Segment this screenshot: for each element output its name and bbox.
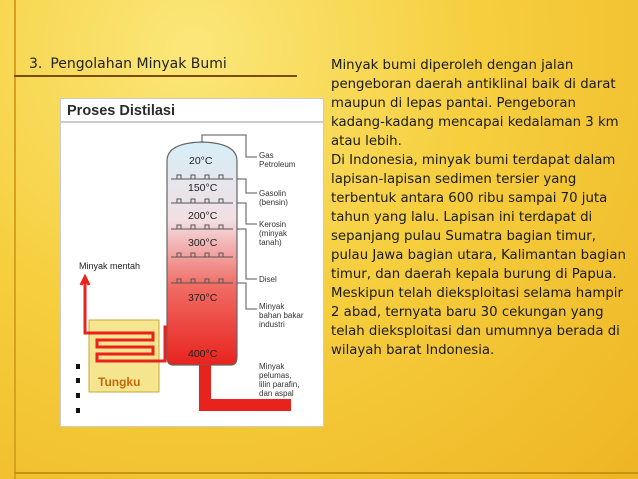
- product-industri-2: bahan bakar: [259, 311, 304, 320]
- distillation-diagram: [61, 99, 323, 426]
- temp-label-6: 400°C: [188, 348, 218, 360]
- section-heading: [29, 56, 227, 72]
- distillation-figure: [60, 98, 324, 427]
- heading-underline: [14, 75, 297, 77]
- product-industri-1: Minyak: [259, 302, 285, 311]
- burner-flames: [76, 364, 80, 413]
- product-diesel: Disel: [259, 275, 277, 284]
- product-kerosin-3: tanah): [259, 238, 282, 247]
- bottom-border-line: [14, 472, 638, 474]
- temp-label-3: 200°C: [188, 210, 218, 222]
- product-gas-2: Petroleum: [259, 160, 296, 169]
- figure-title: Proses Distilasi: [67, 103, 175, 119]
- input-label: Minyak mentah: [79, 261, 141, 271]
- heading-text: Pengolahan Minyak Bumi: [50, 56, 227, 72]
- product-industri-3: industri: [259, 320, 285, 329]
- crude-input-arrow: [81, 277, 89, 309]
- paragraph-2: Di Indonesia, minyak bumi terdapat dalam lapisan-lapisan sedimen tersier yang terbentuk antara 600 ribu sampai 70 juta tahun yang lalu. Lapisan ini terdapat di sepanjang pulau Sumatra bagian timur, pulau Jawa bagian utara, Kalimantan bagian timur, dan daerah kepala burung di Papua. Meskipun telah dieksploitasi selama hampir 2 abad, ternyata baru 30 cekungan yang telah dieksploitasi dan umumnya berada di wilayah barat Indonesia.: [331, 153, 626, 358]
- temp-label-5: 370°C: [188, 292, 218, 304]
- product-kerosin-1: Kerosin: [259, 220, 287, 229]
- product-gasolin-1: Gasolin: [259, 189, 287, 198]
- furnace-label: Tungku: [98, 375, 141, 389]
- product-gasolin-2: (bensin): [259, 198, 288, 207]
- temp-label-4: 300°C: [188, 237, 218, 249]
- temp-label-2: 150°C: [188, 182, 218, 194]
- paragraph-1: Minyak bumi diperoleh dengan jalan pengeboran daerah antiklinal baik di darat maupun di lepas pantai. Pengeboran kadang-kadang mencapai kedalaman 3 km atau lebih.: [331, 58, 619, 149]
- product-residu-2: pelumas,: [259, 371, 292, 380]
- temp-label-1: 20°C: [189, 155, 213, 167]
- product-residu-3: lilin parafin,: [259, 380, 300, 389]
- product-kerosin-2: (minyak: [259, 229, 288, 238]
- body-text: [331, 56, 627, 360]
- product-residu-1: Minyak: [259, 362, 285, 371]
- heading-number: 3.: [29, 56, 43, 72]
- left-border-line: [14, 0, 16, 479]
- product-residu-4: dan aspal: [259, 389, 294, 398]
- product-gas-1: Gas: [259, 151, 274, 160]
